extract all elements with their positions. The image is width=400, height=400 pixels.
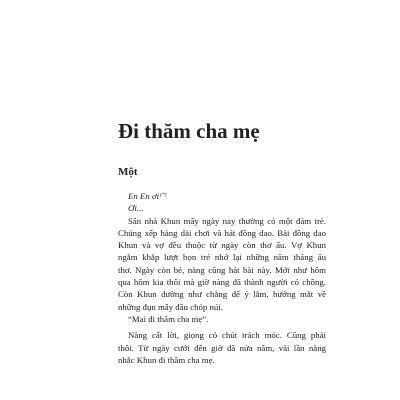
- chapter-title: Đi thăm cha mẹ: [118, 119, 260, 143]
- section-title: Một: [118, 166, 138, 178]
- paragraph: [118, 215, 326, 313]
- text-line: thôi. Từ ngày cưới đến giờ đã nửa năm, vài lần nàng: [118, 342, 326, 353]
- chapter-body: [118, 189, 326, 366]
- text-line: Khun và vợ đều thuộc từ ngày còn thơ ấu. Vợ Khun: [118, 240, 326, 251]
- verse-line-text: En En ơi: [128, 191, 160, 201]
- text-line: Chúng xếp hàng dài chơi và hát đồng dao. Bài đồng dao: [118, 227, 326, 238]
- text-line: qua hôm kia thôi mà giờ nàng đã thành người có chồng.: [118, 277, 326, 288]
- text-line: “Mai đi thăm cha mẹ”.: [128, 313, 209, 324]
- text-line: Sân nhà Khun mấy ngày nay thường có một đám trẻ.: [128, 215, 326, 226]
- text-line: những đụn mây đầu chóp núi.: [118, 301, 223, 312]
- paragraph: [118, 329, 326, 366]
- text-line: thơ. Ngày còn bé, nàng cũng hát bài này. Mới như hôm: [118, 264, 326, 275]
- footnote-reference: (*): [160, 192, 167, 198]
- text-line: Nàng cất lời, giọng có chút trách móc. Cũng phải: [128, 330, 326, 341]
- text-line: Còn Khun dường như chẳng để ý lắm, hướng mắt về: [118, 289, 326, 300]
- paragraph: [118, 313, 326, 325]
- text-line: ngắm khắp lượt bọn trẻ nhớ lại những năm tháng ấu: [118, 252, 326, 263]
- text-line: nhắc Khun đi thăm cha mẹ.: [118, 354, 215, 365]
- verse-line: [118, 189, 326, 202]
- verse-line: Ơi...: [128, 203, 144, 214]
